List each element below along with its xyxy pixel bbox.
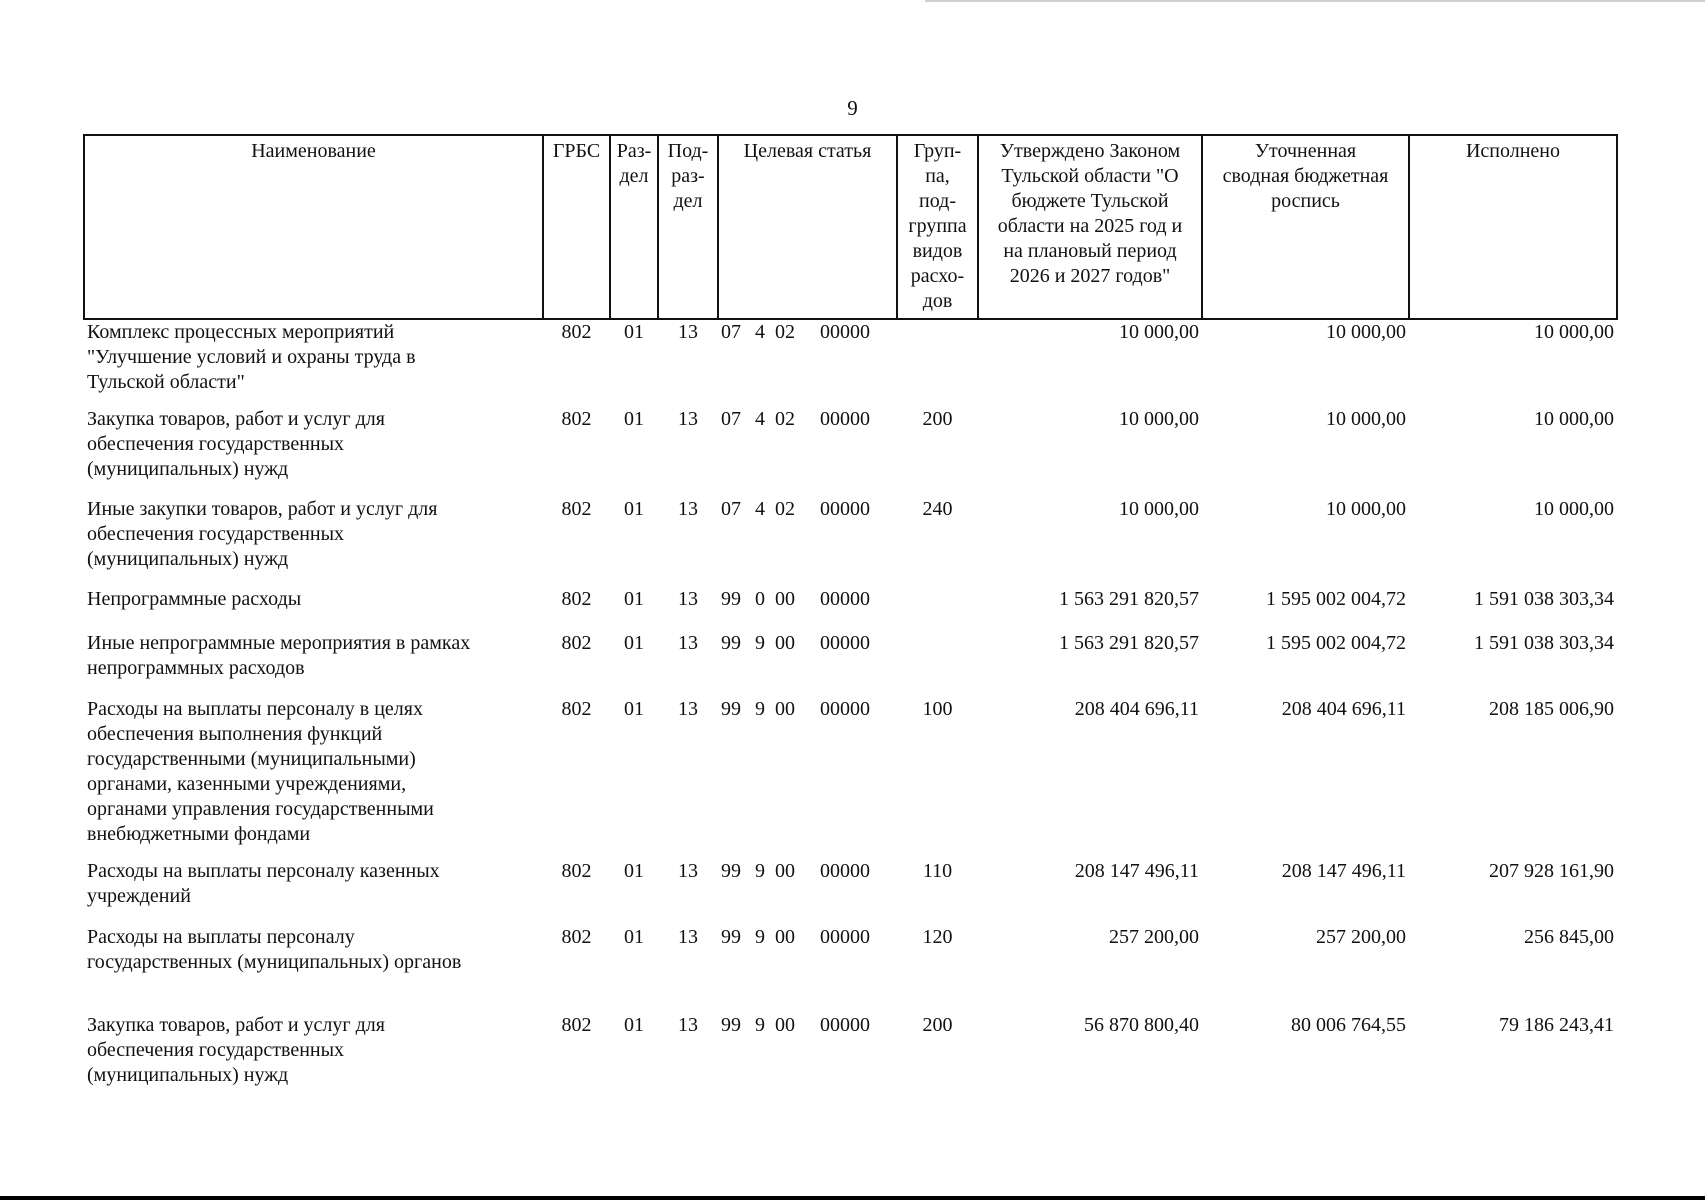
row-executed: 1 591 038 303,34 xyxy=(1474,632,1614,654)
target-article-part: 00 xyxy=(775,632,795,654)
row-executed: 207 928 161,90 xyxy=(1489,860,1614,882)
row-podrazdel: 13 xyxy=(678,860,698,882)
row-podrazdel: 13 xyxy=(678,498,698,520)
row-target-article xyxy=(718,859,897,925)
row-executed: 208 185 006,90 xyxy=(1489,698,1614,720)
table-row xyxy=(84,631,1617,697)
row-refined: 10 000,00 xyxy=(1326,498,1406,520)
target-article-part: 4 xyxy=(755,498,765,520)
row-expense-group: 110 xyxy=(922,860,953,882)
row-name: Расходы на выплаты персоналу казенных учреждений xyxy=(87,860,440,907)
target-article-part: 02 xyxy=(775,408,795,430)
target-article-part: 00 xyxy=(775,588,795,610)
row-grbs: 802 xyxy=(561,926,592,948)
header-expense-group: Груп- па, под- группа видов расхо- дов xyxy=(897,135,978,319)
row-grbs: 802 xyxy=(561,498,592,520)
row-podrazdel: 13 xyxy=(678,632,698,654)
header-name: Наименование xyxy=(84,135,543,319)
target-article-part: 99 xyxy=(721,1014,741,1036)
row-approved: 10 000,00 xyxy=(1119,498,1199,520)
row-approved: 10 000,00 xyxy=(1119,408,1199,430)
row-executed: 79 186 243,41 xyxy=(1499,1014,1614,1036)
table-row xyxy=(84,1013,1617,1113)
row-approved: 257 200,00 xyxy=(1109,926,1199,948)
row-expense-group xyxy=(897,587,978,631)
row-grbs: 802 xyxy=(561,1014,592,1036)
row-expense-group xyxy=(897,631,978,697)
budget-table xyxy=(83,134,1618,1113)
row-podrazdel: 13 xyxy=(678,698,698,720)
target-article-part: 00 xyxy=(775,926,795,948)
row-refined: 10 000,00 xyxy=(1326,321,1406,343)
row-podrazdel: 13 xyxy=(678,321,698,343)
row-expense-group xyxy=(897,319,978,407)
target-article-part: 07 xyxy=(721,321,741,343)
row-approved: 208 147 496,11 xyxy=(1074,860,1199,882)
row-executed: 10 000,00 xyxy=(1534,321,1614,343)
row-approved: 56 870 800,40 xyxy=(1084,1014,1199,1036)
header-podrazdel: Под- раз- дел xyxy=(658,135,718,319)
header-razdel: Раз- дел xyxy=(610,135,658,319)
table-row xyxy=(84,497,1617,587)
bottom-edge-rule xyxy=(0,1196,1705,1200)
row-target-article xyxy=(718,631,897,697)
row-razdel: 01 xyxy=(624,860,644,882)
row-grbs: 802 xyxy=(561,860,592,882)
row-expense-group: 240 xyxy=(922,498,953,520)
row-target-article xyxy=(718,497,897,587)
row-target-article xyxy=(718,319,897,407)
row-name: Иные непрограммные мероприятия в рамках непрограммных расходов xyxy=(87,632,471,679)
row-name: Иные закупки товаров, работ и услуг для обеспечения государственных (муниципальных) нужд xyxy=(87,498,438,570)
target-article-part: 02 xyxy=(775,498,795,520)
header-grbs: ГРБС xyxy=(543,135,610,319)
row-refined: 208 147 496,11 xyxy=(1281,860,1406,882)
row-approved: 10 000,00 xyxy=(1119,321,1199,343)
row-expense-group: 200 xyxy=(922,408,953,430)
table-row xyxy=(84,407,1617,497)
row-razdel: 01 xyxy=(624,632,644,654)
header-target-article: Целевая статья xyxy=(718,135,897,319)
row-razdel: 01 xyxy=(624,698,644,720)
target-article-part: 99 xyxy=(721,632,741,654)
row-executed: 1 591 038 303,34 xyxy=(1474,588,1614,610)
header-row xyxy=(84,135,1617,319)
header-executed: Исполнено xyxy=(1409,135,1617,319)
row-podrazdel: 13 xyxy=(678,408,698,430)
row-grbs: 802 xyxy=(561,321,592,343)
row-name: Непрограммные расходы xyxy=(87,588,302,610)
top-edge-rule xyxy=(925,0,1705,2)
row-grbs: 802 xyxy=(561,408,592,430)
row-razdel: 01 xyxy=(624,1014,644,1036)
row-target-article xyxy=(718,407,897,497)
target-article-part: 99 xyxy=(721,860,741,882)
row-approved: 1 563 291 820,57 xyxy=(1059,632,1199,654)
row-refined: 1 595 002 004,72 xyxy=(1266,588,1406,610)
row-razdel: 01 xyxy=(624,926,644,948)
row-refined: 257 200,00 xyxy=(1316,926,1406,948)
target-article-part: 9 xyxy=(755,1014,765,1036)
table-row xyxy=(84,319,1617,407)
row-grbs: 802 xyxy=(561,588,592,610)
table-row xyxy=(84,697,1617,859)
row-razdel: 01 xyxy=(624,408,644,430)
row-razdel: 01 xyxy=(624,588,644,610)
header-approved: Утверждено Законом Тульской области "О бюджете Тульской области на 2025 год и на плановый период 2026 и 2027 годов" xyxy=(978,135,1202,319)
target-article-part: 9 xyxy=(755,698,765,720)
table-row xyxy=(84,859,1617,925)
target-article-part: 00000 xyxy=(820,926,870,948)
target-article-part: 0 xyxy=(755,588,765,610)
target-article-part: 07 xyxy=(721,408,741,430)
table-row xyxy=(84,587,1617,631)
target-article-part: 00000 xyxy=(820,632,870,654)
row-name: Расходы на выплаты персоналу в целях обеспечения выполнения функций государственными (муниципальными) органами, казенными учреждениями, органами управления государственными внебюджетными фондами xyxy=(87,698,434,845)
row-expense-group: 100 xyxy=(922,698,953,720)
row-refined: 80 006 764,55 xyxy=(1291,1014,1406,1036)
target-article-part: 99 xyxy=(721,698,741,720)
row-podrazdel: 13 xyxy=(678,1014,698,1036)
header-refined: Уточненная сводная бюджетная роспись xyxy=(1202,135,1409,319)
row-refined: 1 595 002 004,72 xyxy=(1266,632,1406,654)
target-article-part: 99 xyxy=(721,588,741,610)
row-razdel: 01 xyxy=(624,321,644,343)
target-article-part: 00000 xyxy=(820,498,870,520)
target-article-part: 07 xyxy=(721,498,741,520)
target-article-part: 00000 xyxy=(820,588,870,610)
target-article-part: 9 xyxy=(755,632,765,654)
target-article-part: 02 xyxy=(775,321,795,343)
target-article-part: 4 xyxy=(755,321,765,343)
target-article-part: 00 xyxy=(775,698,795,720)
row-target-article xyxy=(718,587,897,631)
row-grbs: 802 xyxy=(561,698,592,720)
row-target-article xyxy=(718,925,897,1013)
row-refined: 10 000,00 xyxy=(1326,408,1406,430)
target-article-part: 00000 xyxy=(820,698,870,720)
row-podrazdel: 13 xyxy=(678,926,698,948)
row-approved: 208 404 696,11 xyxy=(1074,698,1199,720)
row-refined: 208 404 696,11 xyxy=(1281,698,1406,720)
row-target-article xyxy=(718,697,897,859)
target-article-part: 4 xyxy=(755,408,765,430)
row-razdel: 01 xyxy=(624,498,644,520)
row-expense-group: 200 xyxy=(922,1014,953,1036)
row-expense-group: 120 xyxy=(922,926,953,948)
row-name: Закупка товаров, работ и услуг для обеспечения государственных (муниципальных) нужд xyxy=(87,408,385,480)
target-article-part: 00000 xyxy=(820,408,870,430)
row-podrazdel: 13 xyxy=(678,588,698,610)
target-article-part: 00 xyxy=(775,860,795,882)
target-article-part: 00 xyxy=(775,1014,795,1036)
row-executed: 10 000,00 xyxy=(1534,408,1614,430)
row-target-article xyxy=(718,1013,897,1113)
target-article-part: 9 xyxy=(755,926,765,948)
row-approved: 1 563 291 820,57 xyxy=(1059,588,1199,610)
row-executed: 256 845,00 xyxy=(1524,926,1614,948)
table-row xyxy=(84,925,1617,1013)
target-article-part: 9 xyxy=(755,860,765,882)
page-number: 9 xyxy=(847,96,858,120)
target-article-part: 00000 xyxy=(820,321,870,343)
row-grbs: 802 xyxy=(561,632,592,654)
target-article-part: 00000 xyxy=(820,860,870,882)
target-article-part: 99 xyxy=(721,926,741,948)
row-executed: 10 000,00 xyxy=(1534,498,1614,520)
row-name: Закупка товаров, работ и услуг для обеспечения государственных (муниципальных) нужд xyxy=(87,1014,385,1086)
row-name: Комплекс процессных мероприятий "Улучшение условий и охраны труда в Тульской области" xyxy=(87,321,416,393)
row-name: Расходы на выплаты персоналу государственных (муниципальных) органов xyxy=(87,926,462,973)
target-article-part: 00000 xyxy=(820,1014,870,1036)
